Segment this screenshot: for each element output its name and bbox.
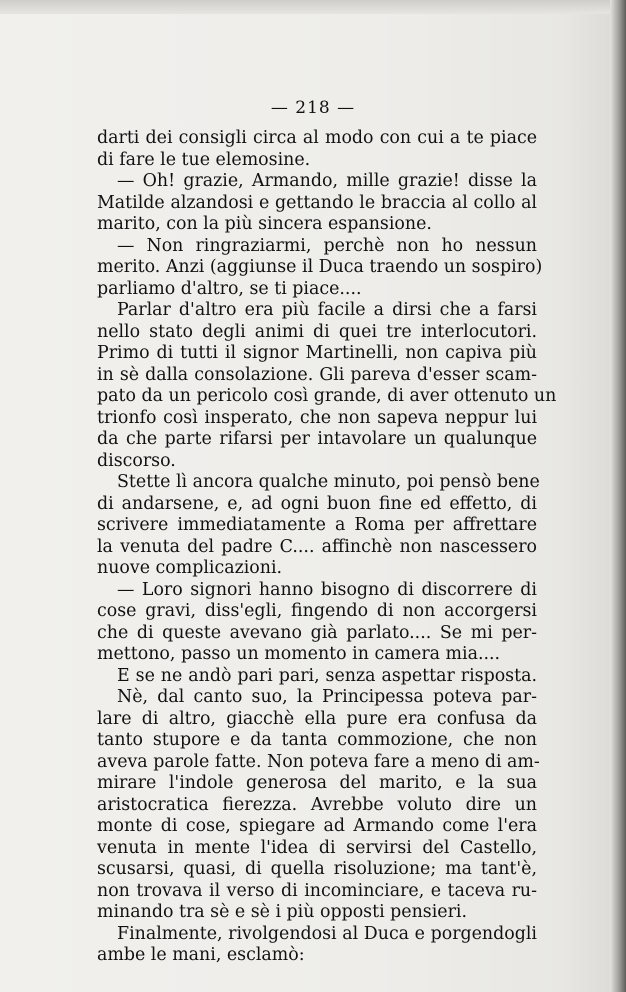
text-line: la venuta del padre C.... affinchè non nascessero: [97, 536, 537, 557]
text-line: aristocratica fierezza. Avrebbe voluto dire un: [97, 794, 537, 815]
text-line: tanto stupore e da tanta commozione, che non: [97, 730, 537, 750]
page-top-edge-shadow: [0, 0, 626, 14]
text-line: Primo di tutti il signor Martinelli, non capiva più: [97, 343, 537, 363]
text-line: — Loro signori hanno bisogno di discorrere di: [117, 579, 537, 600]
text-line: aveva parole fatte. Non poteva fare a meno di am-: [97, 751, 540, 772]
text-line: in sè dalla consolazione. Gli pareva d'esser scam-: [97, 364, 537, 385]
text-line: nello stato degli animi di quei tre interlocutori.: [97, 321, 537, 342]
text-line: scrivere immediatamente a Roma per affrettare: [97, 515, 537, 535]
page-number: — 218 —: [270, 98, 356, 118]
body-text: [97, 128, 557, 967]
text-line: di fare le tue elemosine.: [97, 149, 311, 170]
text-line: darti dei consigli circa al modo con cui a te piace: [97, 128, 537, 148]
text-line: merito. Anzi (aggiunse il Duca traendo un sospiro): [97, 257, 543, 277]
text-line: nuove complicazioni.: [97, 558, 283, 578]
text-line: da che parte rifarsi per intavolare un qualunque: [97, 429, 537, 449]
text-line: Finalmente, rivolgendosi al Duca e porgendogli: [117, 923, 537, 944]
page-binding-shadow: [610, 0, 626, 992]
text-line: monte di cose, spiegare ad Armando come l'era: [97, 816, 537, 836]
text-line: — Oh! grazie, Armando, mille grazie! disse la: [117, 171, 537, 191]
text-line: ambe le mani, esclamò:: [97, 945, 305, 965]
text-line: discorso.: [97, 450, 176, 471]
text-line: Nè, dal canto suo, la Principessa poteva par-: [117, 687, 537, 707]
text-line: parliamo d'altro, se ti piace....: [97, 278, 362, 299]
text-line: E se ne andò pari pari, senza aspettar risposta.: [117, 665, 537, 686]
text-line: Stette lì ancora qualche minuto, poi pensò bene: [117, 472, 540, 492]
text-line: — Non ringraziarmi, perchè non ho nessun: [117, 235, 537, 256]
text-line: minando tra sè e sè i più opposti pensieri.: [97, 902, 467, 922]
text-line: che di queste avevano già parlato.... Se mi per-: [97, 622, 537, 643]
text-line: mirare l'indole generosa del marito, e la sua: [97, 773, 537, 793]
text-line: Parlar d'altro era più facile a dirsi che a farsi: [117, 300, 537, 320]
text-line: venuta in mente l'idea di servirsi del Castello,: [97, 837, 537, 858]
text-line: trionfo così insperato, che non sapeva neppur lui: [97, 407, 537, 428]
text-line: Matilde alzandosi e gettando le braccia al collo al: [97, 192, 537, 213]
text-line: pato da un pericolo così grande, di aver ottenuto un: [97, 386, 557, 406]
text-line: cose gravi, diss'egli, fingendo di non accorgersi: [97, 601, 537, 621]
text-line: di andarsene, e, ad ogni buon fine ed effetto, di: [97, 493, 537, 514]
text-line: lare di altro, giacchè ella pure era confusa da: [97, 708, 537, 729]
text-line: non trovava il verso di incominciare, e taceva ru-: [97, 880, 537, 901]
text-line: marito, con la più sincera espansione.: [97, 214, 432, 234]
text-line: mettono, passo un momento in camera mia....: [97, 644, 501, 664]
text-line: scusarsi, quasi, di quella risoluzione; ma tant'è,: [97, 859, 537, 879]
